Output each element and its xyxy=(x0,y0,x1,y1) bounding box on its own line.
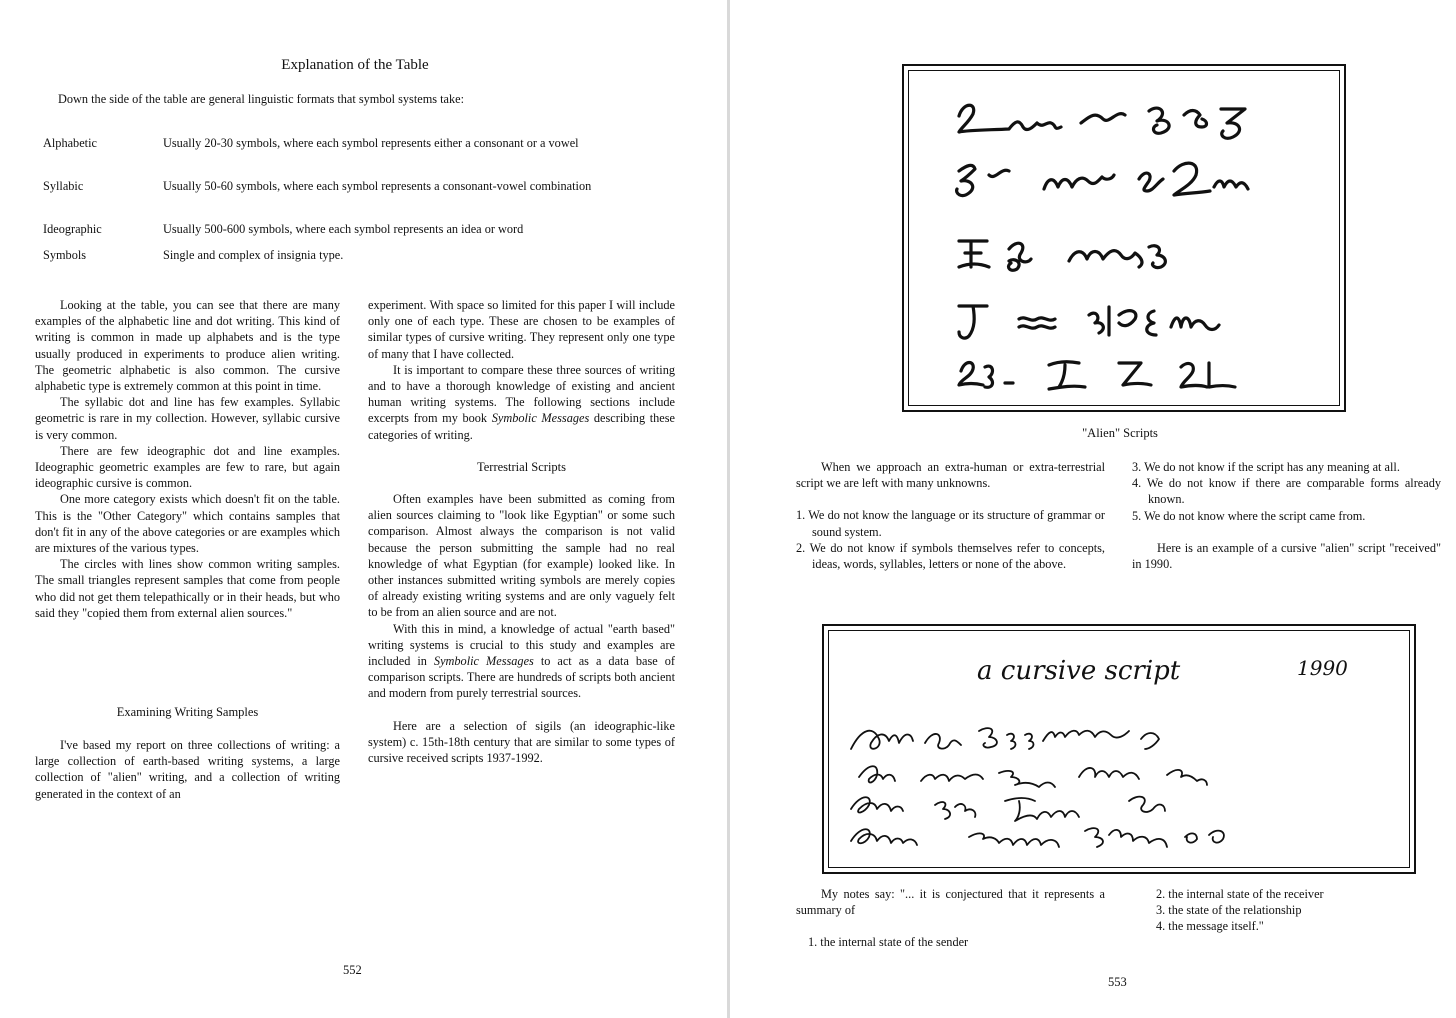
left-column-b xyxy=(368,297,675,766)
format-term: Alphabetic xyxy=(43,136,97,150)
cursive-script-figure xyxy=(822,624,1416,874)
paragraph: When we approach an extra-human or extra-terrestrial script we are left with many unknowns. xyxy=(796,460,1105,491)
cursive-title: a cursive script xyxy=(977,656,1181,686)
examining-heading: Examining Writing Samples xyxy=(116,705,259,719)
paragraph: I've based my report on three collections of writing: a large collection of earth-based writing systems, a large collection of "alien" writing, and a collection of writing generated in the context of an xyxy=(35,738,340,801)
left-page xyxy=(0,0,727,1018)
unknown-item: 2. We do not know if symbols themselves refer to concepts, ideas, words, syllables, letters or none of the above. xyxy=(796,540,1105,572)
left-column-a xyxy=(35,297,340,621)
left-column-c xyxy=(35,737,340,802)
figure-frame xyxy=(908,70,1340,406)
format-term: Symbols xyxy=(43,248,87,262)
section-title: Explanation of the Table xyxy=(281,57,429,73)
format-term: Syllabic xyxy=(43,179,84,193)
notes-item: 2. the internal state of the receiver xyxy=(1156,887,1324,901)
format-term: Ideographic xyxy=(43,222,102,236)
paragraph: With this in mind, a knowledge of actual "earth based" writing systems is crucial to this study and examples are included in Symbolic Messages to act as a data base of comparison scripts. There are hundreds of scripts both ancient and modern from purely terrestrial sources. xyxy=(368,621,675,701)
paragraph: My notes say: "... it is conjectured that it represents a summary of xyxy=(796,887,1105,918)
terrestrial-heading: Terrestrial Scripts xyxy=(476,459,567,474)
paragraph: There are few ideographic dot and line examples. Ideographic geometric examples are few to rare, but again ideographic cursive is common. xyxy=(35,443,340,491)
intro-text: Down the side of the table are general linguistic formats that symbol systems take: xyxy=(58,92,465,106)
unknown-item: 1. We do not know the language or its structure of grammar or sound system. xyxy=(796,508,1105,539)
page-number: 552 xyxy=(343,963,362,977)
unknown-item: 3. We do not know if the script has any meaning at all. xyxy=(1132,460,1400,474)
figure-frame xyxy=(828,630,1410,868)
paragraph: experiment. With space so limited for this paper I will include only one of each type. These are chosen to be examples of similar types of cursive writing. They represent only one type of many that I have collected. xyxy=(368,298,675,361)
paragraph: The syllabic dot and line has few examples. Syllabic geometric is rare in my collection. However, syllabic cursive is very common. xyxy=(35,395,340,442)
book-title: Symbolic Messages xyxy=(433,654,534,669)
right-column-a xyxy=(796,459,1105,572)
alien-script-drawing xyxy=(909,71,1339,405)
paragraph: Here are a selection of sigils (an ideographic-like system) c. 15th-18th century that are similar to some types of cursive received scripts 1937-1992. xyxy=(368,718,675,766)
paragraph: Often examples have been submitted as coming from alien sources claiming to "look like Egyptian" or some such comparison. Almost always the comparison is not valid because the person submitting the sample had no real knowledge of what Egyptian (for example) looked like. In other instances submitted writing symbols are merely copies of already existing writing systems and are only vaguely felt to be from an alien source and are not. xyxy=(368,492,675,620)
page-number: 553 xyxy=(1108,975,1127,989)
notes-item: 3. the state of the relationship xyxy=(1156,903,1302,918)
unknown-item: 4. We do not know if there are comparable forms already known. xyxy=(1132,476,1441,507)
notes-item: 4. the message itself." xyxy=(1156,919,1264,934)
paragraph: It is important to compare these three sources of writing and to have a thorough knowledge of existing and ancient human writing systems. The following sections include excerpts from my book Symbolic Messages describing these categories of writing. xyxy=(368,362,676,442)
paragraph: The circles with lines show common writing samples. The small triangles represent samples that come from people who did not get them telepathically or in their heads, but who said they "copied them from external alien sources." xyxy=(35,557,340,620)
unknown-item: 5. We do not know where the script came from. xyxy=(1132,508,1366,523)
right-column-b xyxy=(1132,459,1441,572)
right-page xyxy=(730,0,1456,1018)
book-title: Symbolic Messages xyxy=(491,411,590,426)
paragraph: One more category exists which doesn't fit on the table. This is the "Other Category" which contains samples that don't fit in any of the above categories or are examples which are mixtures of the various types. xyxy=(35,492,340,556)
notes-item: 1. the internal state of the sender xyxy=(808,935,969,950)
format-definition: Usually 50-60 symbols, where each symbol represents a consonant-vowel combination xyxy=(163,179,592,193)
paragraph: Looking at the table, you can see that there are many examples of the alphabetic line and dot writing. This kind of writing is common in made up alphabets and is the type usually produced in experiments to produce alien writing. The geometric alphabetic is also common. The cursive alphabetic type is extremely common at this point in time. xyxy=(35,298,340,394)
format-definition: Usually 500-600 symbols, where each symbol represents an idea or word xyxy=(163,222,524,236)
paragraph: Here is an example of a cursive "alien" script "received" in 1990. xyxy=(1132,540,1441,572)
figure-caption: "Alien" Scripts xyxy=(1082,426,1158,440)
format-definition: Single and complex of insignia type. xyxy=(163,248,344,262)
notes-column-b xyxy=(1156,886,1436,935)
alien-script-figure xyxy=(902,64,1346,412)
cursive-script-drawing xyxy=(829,631,1409,867)
format-definition: Usually 20-30 symbols, where each symbol represents either a consonant or a vowel xyxy=(163,136,579,150)
notes-column-a xyxy=(796,886,1105,951)
cursive-year: 1990 xyxy=(1297,656,1348,680)
